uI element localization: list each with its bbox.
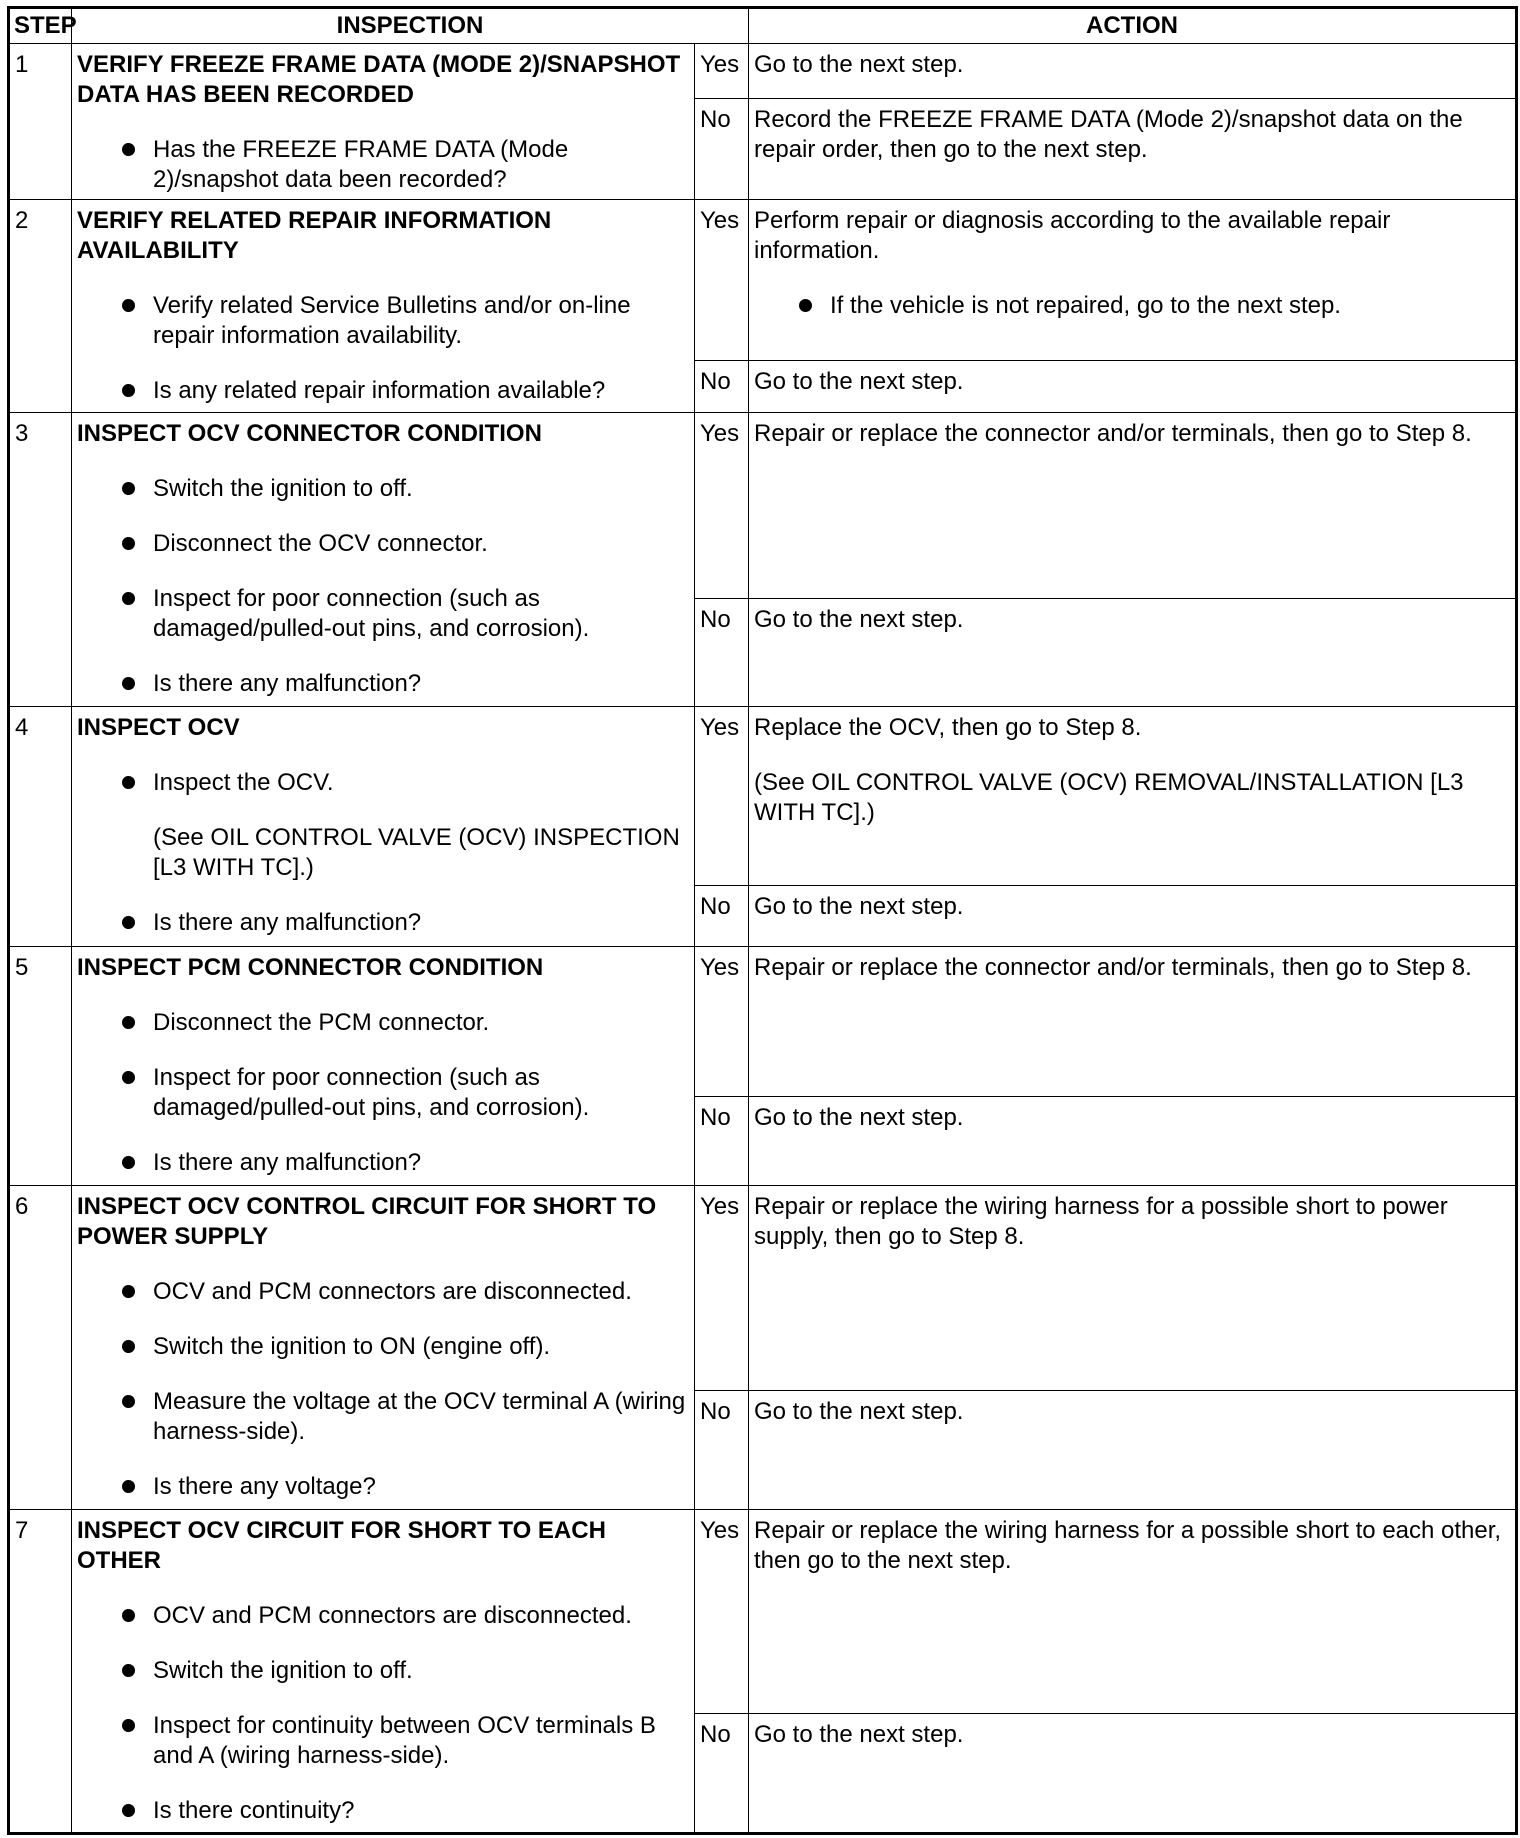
table-header-row	[9, 8, 1517, 44]
inspection-bullets	[77, 908, 689, 938]
step-number: 1	[9, 44, 72, 200]
step-title: INSPECT OCV	[77, 714, 240, 741]
step-inspection	[72, 44, 695, 200]
step-title: INSPECT PCM CONNECTOR CONDITION	[77, 954, 544, 981]
inspection-bullets	[77, 1008, 689, 1178]
inspection-bullet: OCV and PCM connectors are disconnected.	[77, 1277, 689, 1307]
step-title: INSPECT OCV CIRCUIT FOR SHORT TO EACH OTHER	[77, 1517, 606, 1574]
inspection-bullet: Switch the ignition to off.	[77, 1656, 689, 1686]
yes-label: Yes	[695, 947, 749, 1097]
inspection-bullet: Switch the ignition to off.	[77, 474, 689, 504]
inspection-bullet: OCV and PCM connectors are disconnected.	[77, 1601, 689, 1631]
step-2-yes-row	[9, 200, 1517, 361]
yes-label: Yes	[695, 707, 749, 886]
inspection-bullet: Inspect for poor connection (such as damaged/pulled-out pins, and corrosion).	[77, 584, 689, 644]
no-label: No	[695, 1391, 749, 1510]
no-action: Go to the next step.	[749, 886, 1517, 947]
inspection-bullet: Measure the voltage at the OCV terminal A (wiring harness-side).	[77, 1387, 689, 1447]
header-inspection: INSPECTION	[72, 8, 749, 44]
header-action: ACTION	[749, 8, 1517, 44]
inspection-bullet: Inspect for continuity between OCV terminals B and A (wiring harness-side).	[77, 1711, 689, 1771]
step-inspection	[72, 1510, 695, 1834]
no-action: Go to the next step.	[749, 1714, 1517, 1834]
inspection-bullet: Inspect for poor connection (such as damaged/pulled-out pins, and corrosion).	[77, 1063, 689, 1123]
step-inspection	[72, 200, 695, 413]
inspection-bullet: Inspect the OCV.	[77, 768, 689, 798]
step-title: VERIFY FREEZE FRAME DATA (MODE 2)/SNAPSHOT DATA HAS BEEN RECORDED	[77, 51, 681, 108]
inspection-bullet: Is there any malfunction?	[77, 908, 689, 938]
action-bullet: If the vehicle is not repaired, go to the next step.	[754, 291, 1510, 321]
inspection-bullets	[77, 1601, 689, 1826]
inspection-bullet: Has the FREEZE FRAME DATA (Mode 2)/snapshot data been recorded?	[77, 135, 689, 195]
no-label: No	[695, 98, 749, 199]
step-3-yes-row	[9, 413, 1517, 599]
step-5-yes-row	[9, 947, 1517, 1097]
inspection-bullets	[77, 291, 689, 406]
step-inspection	[72, 413, 695, 707]
inspection-bullet: Is there any malfunction?	[77, 1148, 689, 1178]
inspection-bullet: Is any related repair information available?	[77, 376, 689, 406]
inspection-bullets	[77, 474, 689, 699]
action-bullets	[754, 291, 1510, 321]
inspection-reference-note: (See OIL CONTROL VALVE (OCV) INSPECTION [L3 WITH TC].)	[153, 824, 680, 881]
step-number: 5	[9, 947, 72, 1186]
no-action: Go to the next step.	[749, 1097, 1517, 1186]
step-1-yes-row	[9, 44, 1517, 99]
yes-action: Repair or replace the connector and/or terminals, then go to Step 8.	[749, 947, 1517, 1097]
inspection-bullet: Disconnect the PCM connector.	[77, 1008, 689, 1038]
step-number: 3	[9, 413, 72, 707]
yes-action-text: Replace the OCV, then go to Step 8.	[754, 714, 1142, 741]
yes-action-text: Perform repair or diagnosis according to the available repair information.	[754, 207, 1391, 264]
yes-label: Yes	[695, 1186, 749, 1391]
step-inspection	[72, 947, 695, 1186]
inspection-bullet: Switch the ignition to ON (engine off).	[77, 1332, 689, 1362]
inspection-bullet: Verify related Service Bulletins and/or on-line repair information availability.	[77, 291, 689, 351]
step-inspection	[72, 1186, 695, 1510]
header-step: STEP	[9, 8, 72, 44]
step-7-yes-row	[9, 1510, 1517, 1714]
step-number: 7	[9, 1510, 72, 1834]
no-label: No	[695, 599, 749, 707]
step-inspection	[72, 707, 695, 947]
inspection-bullets	[77, 135, 689, 195]
inspection-bullet: Is there any voltage?	[77, 1472, 689, 1502]
no-action: Go to the next step.	[749, 1391, 1517, 1510]
no-label: No	[695, 1097, 749, 1186]
yes-action: Go to the next step.	[749, 44, 1517, 99]
no-label: No	[695, 1714, 749, 1834]
step-title: VERIFY RELATED REPAIR INFORMATION AVAILABILITY	[77, 207, 552, 264]
inspection-bullet: Is there continuity?	[77, 1796, 689, 1826]
diagnostic-procedure-document	[7, 6, 1515, 1832]
yes-action	[749, 200, 1517, 361]
inspection-bullets	[77, 768, 689, 798]
yes-label: Yes	[695, 1510, 749, 1714]
inspection-bullets	[77, 1277, 689, 1502]
step-title: INSPECT OCV CONTROL CIRCUIT FOR SHORT TO POWER SUPPLY	[77, 1193, 657, 1250]
no-label: No	[695, 361, 749, 413]
step-number: 2	[9, 200, 72, 413]
step-4-yes-row	[9, 707, 1517, 886]
yes-label: Yes	[695, 44, 749, 99]
yes-action: Repair or replace the connector and/or terminals, then go to Step 8.	[749, 413, 1517, 599]
no-action: Go to the next step.	[749, 599, 1517, 707]
diagnostic-table	[7, 6, 1518, 1835]
yes-action: Repair or replace the wiring harness for a possible short to power supply, then go to Step 8.	[749, 1186, 1517, 1391]
inspection-bullet: Disconnect the OCV connector.	[77, 529, 689, 559]
step-number: 6	[9, 1186, 72, 1510]
no-action: Record the FREEZE FRAME DATA (Mode 2)/snapshot data on the repair order, then go to the next step.	[749, 98, 1517, 199]
action-reference-note: (See OIL CONTROL VALVE (OCV) REMOVAL/INSTALLATION [L3 WITH TC].)	[754, 769, 1464, 826]
no-action: Go to the next step.	[749, 361, 1517, 413]
yes-action	[749, 707, 1517, 886]
yes-label: Yes	[695, 413, 749, 599]
step-number: 4	[9, 707, 72, 947]
yes-label: Yes	[695, 200, 749, 361]
step-title: INSPECT OCV CONNECTOR CONDITION	[77, 420, 542, 447]
inspection-bullet: Is there any malfunction?	[77, 669, 689, 699]
step-6-yes-row	[9, 1186, 1517, 1391]
no-label: No	[695, 886, 749, 947]
yes-action: Repair or replace the wiring harness for a possible short to each other, then go to the next step.	[749, 1510, 1517, 1714]
